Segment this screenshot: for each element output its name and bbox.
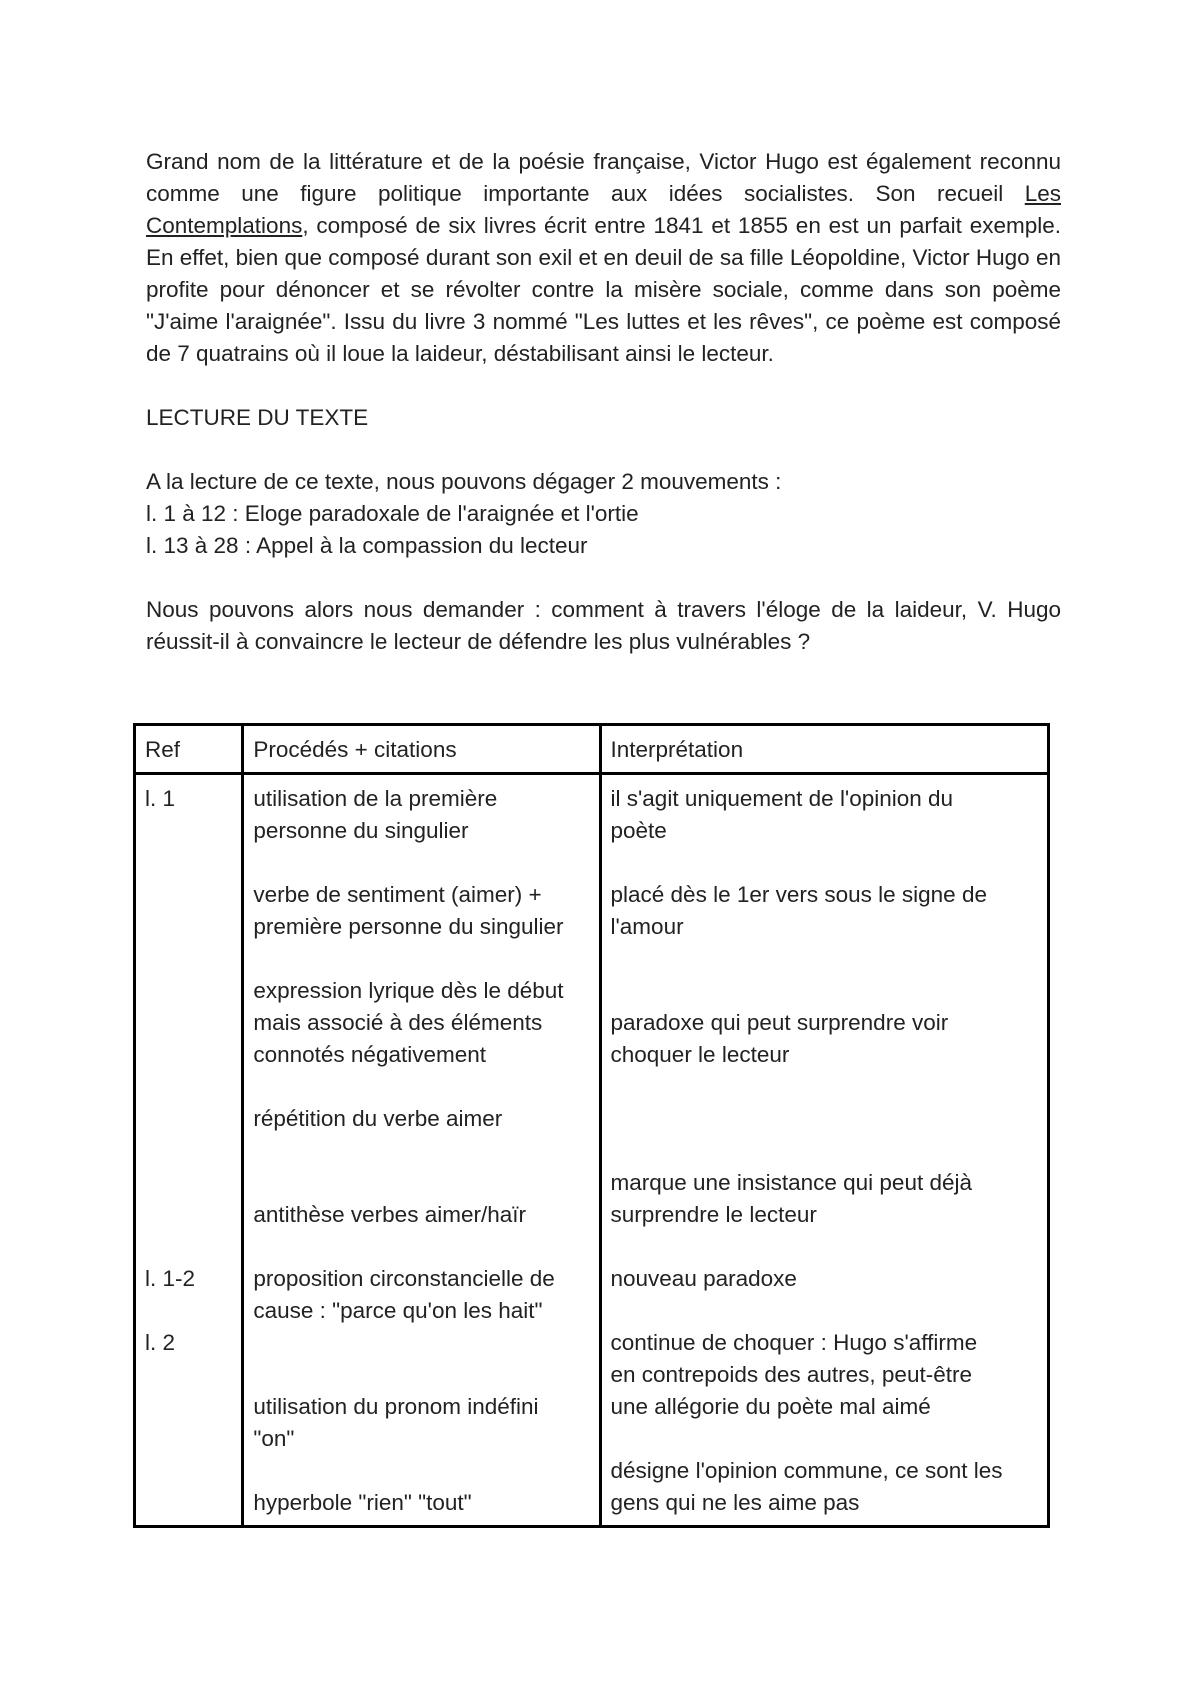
procede-line: première personne du singulier	[253, 914, 564, 939]
ref-line	[145, 1231, 232, 1263]
ref-line: l. 1-2	[145, 1266, 196, 1291]
intro-text-before: Grand nom de la littérature et de la poésie française, Victor Hugo est également reconnu comme une figure politique importante aux idées socialistes. Son recueil	[146, 149, 1061, 206]
interpretation-line: une allégorie du poète mal aimé	[610, 1394, 931, 1419]
ref-line: l. 2	[145, 1330, 176, 1355]
interpretation-line	[611, 847, 1039, 879]
procede-line: connotés négativement	[253, 1042, 487, 1067]
procede-line	[253, 1231, 589, 1263]
ref-line	[145, 1071, 232, 1103]
interpretation-line: gens qui ne les aime pas	[610, 1490, 860, 1515]
section-heading: LECTURE DU TEXTE	[146, 405, 369, 430]
ref-line	[145, 1007, 232, 1039]
interpretation-line	[611, 1423, 1039, 1455]
ref-line	[145, 1039, 232, 1071]
problematic-question: Nous pouvons alors nous demander : comment à travers l'éloge de la laideur, V. Hugo réussit-il à convaincre le lecteur de défendre les plus vulnérables ?	[146, 597, 1061, 654]
procedes-cell	[243, 774, 600, 1527]
procede-line	[253, 1327, 589, 1359]
procede-line: expression lyrique dès le début	[253, 978, 564, 1003]
ref-line	[145, 943, 232, 975]
interpretation-line: poète	[610, 818, 667, 843]
ref-line: l. 1	[145, 786, 176, 811]
document-page	[146, 146, 1061, 658]
procede-line	[253, 1135, 589, 1167]
ref-line	[145, 847, 232, 879]
movement-item-1: l. 1 à 12 : Eloge paradoxale de l'araignée et l'ortie	[146, 501, 639, 526]
ref-line	[145, 815, 232, 847]
procede-line: utilisation du pronom indéfini	[253, 1394, 539, 1419]
interpretation-line: choquer le lecteur	[610, 1042, 790, 1067]
ref-line	[145, 1167, 232, 1199]
procede-line: répétition du verbe aimer	[253, 1106, 503, 1131]
interpretation-line	[611, 1295, 1039, 1327]
interpretation-line: l'amour	[610, 914, 684, 939]
procede-line	[253, 1071, 589, 1103]
analysis-table	[133, 723, 1050, 1528]
interpretation-line	[611, 1231, 1039, 1263]
procede-line: mais associé à des éléments	[253, 1010, 543, 1035]
ref-line	[145, 1135, 232, 1167]
movement-item-2: l. 13 à 28 : Appel à la compassion du lecteur	[146, 533, 588, 558]
interpretation-line: placé dès le 1er vers sous le signe de	[610, 882, 987, 907]
procede-line: hyperbole "rien" "tout"	[253, 1490, 472, 1515]
procede-line: cause : "parce qu'on les hait"	[253, 1298, 543, 1323]
movements-lead: A la lecture de ce texte, nous pouvons dégager 2 mouvements :	[146, 469, 782, 494]
procede-line: antithèse verbes aimer/haïr	[253, 1202, 526, 1227]
procede-line: "on"	[253, 1426, 295, 1451]
procede-line	[253, 943, 589, 975]
header-interpretation: Interprétation	[600, 725, 1049, 774]
book-title: Les Contemplations	[146, 181, 1061, 238]
intro-paragraph	[146, 146, 1061, 370]
interpretation-line	[611, 1135, 1039, 1167]
ref-cell	[135, 774, 243, 1527]
interpretation-line	[611, 1071, 1039, 1103]
header-procedes: Procédés + citations	[243, 725, 600, 774]
interpretation-line	[611, 1103, 1039, 1135]
ref-line	[145, 1295, 232, 1327]
procede-line: verbe de sentiment (aimer) +	[253, 882, 542, 907]
interpretation-line: marque une insistance qui peut déjà	[610, 1170, 972, 1195]
intro-text-after: , composé de six livres écrit entre 1841 et 1855 en est un parfait exemple. En effet, bien que composé durant son exil et en deuil de sa fille Léopoldine, Victor Hugo en profite pour dénoncer et se révolter contre la misère sociale, comme dans son poème "J'aime l'araignée". Issu du livre 3 nommé "Les luttes et les rêves", ce poème est composé de 7 quatrains où il loue la laideur, déstabilisant ainsi le lecteur.	[146, 213, 1061, 366]
ref-line	[145, 911, 232, 943]
interpretation-line: désigne l'opinion commune, ce sont les	[610, 1458, 1003, 1483]
ref-line	[145, 1199, 232, 1231]
procede-line	[253, 1455, 589, 1487]
procede-line: personne du singulier	[253, 818, 469, 843]
interpretation-line	[611, 943, 1039, 975]
interpretation-line: il s'agit uniquement de l'opinion du	[610, 786, 954, 811]
interpretation-line: surprendre le lecteur	[610, 1202, 817, 1227]
ref-line	[145, 879, 232, 911]
procede-line	[253, 1167, 589, 1199]
interpretation-line: paradoxe qui peut surprendre voir	[610, 1010, 949, 1035]
interpretation-line: en contrepoids des autres, peut-être	[610, 1362, 972, 1387]
procede-line	[253, 847, 589, 879]
ref-line	[145, 1103, 232, 1135]
procede-line: utilisation de la première	[253, 786, 498, 811]
ref-line	[145, 975, 232, 1007]
procede-line: proposition circonstancielle de	[253, 1266, 555, 1291]
interpretation-line: nouveau paradoxe	[610, 1266, 797, 1291]
table-row	[135, 774, 1049, 1527]
interpretation-line: continue de choquer : Hugo s'affirme	[610, 1330, 978, 1355]
table-header-row	[135, 725, 1049, 774]
movements-block	[146, 466, 1061, 562]
interpretation-cell	[600, 774, 1049, 1527]
header-ref: Ref	[135, 725, 243, 774]
procede-line	[253, 1359, 589, 1391]
interpretation-line	[611, 975, 1039, 1007]
